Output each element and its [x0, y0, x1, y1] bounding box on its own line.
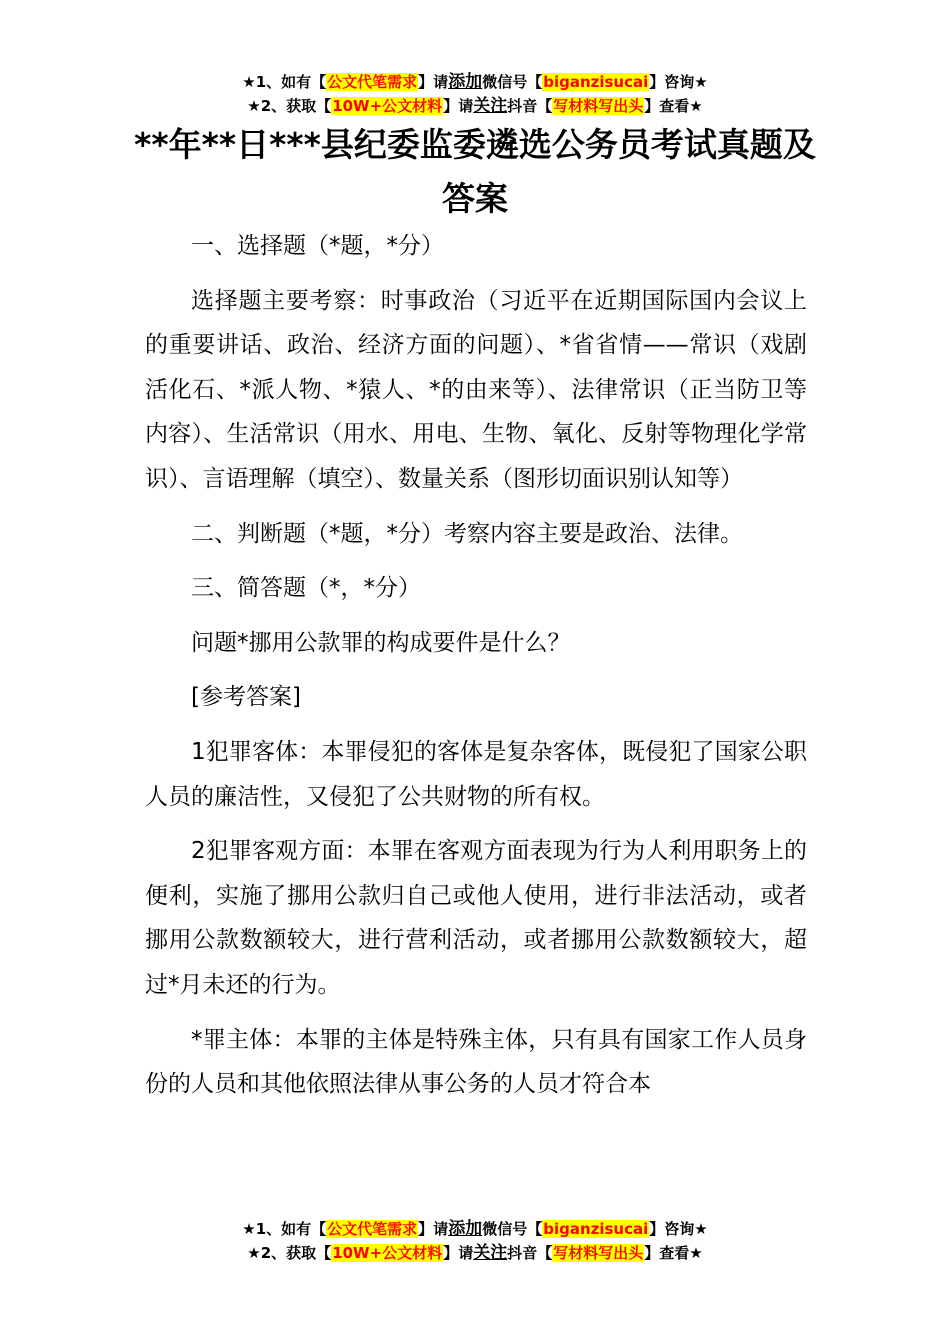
paragraph: 选择题主要考察：时事政治（习近平在近期国际国内会议上的重要讲话、政治、经济方面的问题）、*省省情——常识（戏剧活化石、*派人物、*猿人、*的由来等）、法律常识（正当防卫等内容）、生活常识（用水、用电、生物、氧化、反射等物理化学常识）、言语理解（填空）、数量关系（图形切面识别认知等） — [145, 287, 807, 492]
banner-text: 微信号【 — [482, 73, 543, 91]
banner-line-2 — [0, 94, 950, 118]
banner-text: 抖音【 — [507, 1244, 553, 1262]
header-banner — [0, 70, 950, 118]
banner-highlight: 10W+公文材料 — [332, 97, 443, 115]
banner-highlight: 写材料写出头 — [553, 97, 644, 115]
banner-highlight: 公文代笔需求 — [327, 1220, 418, 1238]
section-heading: 一、选择题（*题，*分） — [191, 233, 444, 259]
section-heading: 三、简答题（*，*分） — [191, 575, 421, 602]
banner-text: 】咨询★ — [649, 1220, 708, 1238]
paragraph: 2犯罪客观方面：本罪在客观方面表现为行为人利用职务上的便利，实施了挪用公款归自己或他人使用，进行非法活动，或者挪用公款数额较大，进行营利活动，或者挪用公款数额较大，超过*月未还的行为。 — [145, 838, 807, 998]
footer-banner — [0, 1217, 950, 1265]
banner-text: 】查看★ — [644, 1244, 703, 1262]
document-title: **年**日***县纪委监委遴选公务员考试真题及答案 — [134, 125, 816, 218]
banner-line-1 — [0, 1217, 950, 1241]
banner-text: ★1、如有【 — [242, 1220, 327, 1238]
banner-highlight: 公文代笔需求 — [327, 73, 418, 91]
banner-text: ★2、获取【 — [247, 97, 332, 115]
section-heading: 二、判断题（*题，*分）考察内容主要是政治、法律。 — [191, 520, 743, 547]
banner-line-1 — [0, 70, 950, 94]
document-body — [145, 224, 807, 1107]
banner-text: 】请 — [418, 1220, 449, 1238]
banner-text: 】请 — [443, 1244, 474, 1262]
banner-text: 】咨询★ — [649, 73, 708, 91]
banner-text: 】查看★ — [644, 97, 703, 115]
banner-highlight: biganzisucai — [543, 73, 649, 91]
banner-underline: 添加 — [448, 1219, 483, 1239]
banner-text: 】请 — [418, 73, 449, 91]
banner-text: 微信号【 — [482, 1220, 543, 1238]
banner-text: ★1、如有【 — [242, 73, 327, 91]
paragraph: 1犯罪客体：本罪侵犯的客体是复杂客体，既侵犯了国家公职人员的廉洁性，又侵犯了公共财物的所有权。 — [145, 738, 807, 810]
banner-text: 】请 — [443, 97, 474, 115]
banner-underline: 关注 — [473, 1243, 508, 1263]
banner-underline: 关注 — [473, 96, 508, 116]
banner-line-2 — [0, 1241, 950, 1265]
banner-text: 抖音【 — [507, 97, 553, 115]
paragraph: *罪主体：本罪的主体是特殊主体，只有具有国家工作人员身份的人员和其他依照法律从事公务的人员才符合本 — [145, 1026, 807, 1098]
question: 问题*挪用公款罪的构成要件是什么？ — [191, 629, 571, 656]
banner-underline: 添加 — [448, 72, 483, 92]
banner-highlight: 写材料写出头 — [553, 1244, 644, 1262]
answer-label: [参考答案] — [191, 684, 301, 711]
banner-text: ★2、获取【 — [247, 1244, 332, 1262]
banner-highlight: 10W+公文材料 — [332, 1244, 443, 1262]
banner-highlight: biganzisucai — [543, 1220, 649, 1238]
